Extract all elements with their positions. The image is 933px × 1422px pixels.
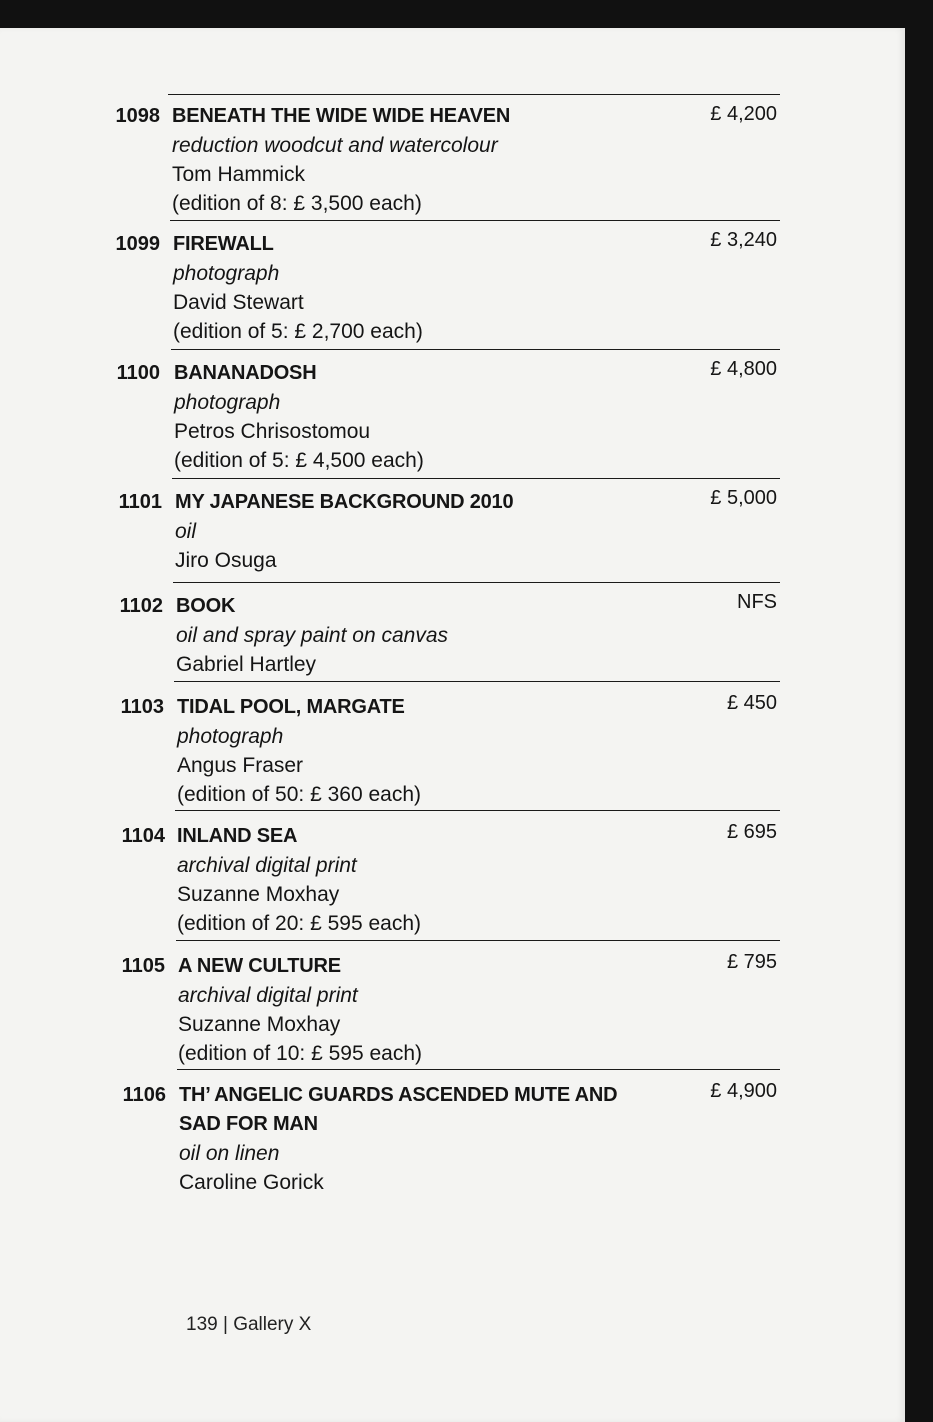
entry-price: £ 4,800: [710, 358, 777, 380]
entry-title: TIDAL POOL, MARGATE: [177, 696, 405, 718]
entry-price: £ 4,900: [710, 1080, 777, 1102]
entry-number: 1100: [116, 362, 160, 384]
entry-divider: [170, 220, 780, 221]
entry-artist: Petros Chrisostomou: [174, 420, 371, 443]
entry-price: £ 795: [726, 951, 777, 973]
page-footer: 139 | Gallery X: [186, 1314, 312, 1335]
entry-number: 1102: [119, 595, 163, 617]
entry-price: NFS: [737, 591, 777, 613]
entry-artist: Angus Fraser: [177, 754, 304, 777]
entry-title: BOOK: [176, 595, 236, 617]
entry-divider: [172, 478, 780, 479]
entry-number: 1098: [115, 105, 160, 127]
entry-price: £ 450: [726, 692, 777, 714]
entry-number: 1099: [115, 233, 160, 255]
entry-medium: archival digital print: [178, 984, 358, 1007]
entry-edition: (edition of 5: £ 4,500 each): [174, 449, 424, 472]
entry-details: [174, 359, 694, 475]
entry-details: [178, 952, 698, 1068]
entry-title: MY JAPANESE BACKGROUND 2010: [175, 491, 514, 513]
entry-divider: [177, 1069, 780, 1070]
entry-title: BENEATH THE WIDE WIDE HEAVEN: [172, 105, 511, 127]
entry-price: £ 4,200: [710, 103, 777, 125]
entry-medium: archival digital print: [177, 854, 357, 877]
entry-medium: photograph: [177, 725, 284, 748]
entry-price: £ 695: [726, 821, 777, 843]
entry-artist: Caroline Gorick: [179, 1171, 324, 1194]
entry-details: [177, 693, 697, 809]
entry-artist: Suzanne Moxhay: [177, 883, 340, 906]
entry-divider: [175, 810, 780, 811]
entry-medium: reduction woodcut and watercolour: [172, 134, 498, 157]
entry-price: £ 5,000: [710, 487, 777, 509]
entry-details: [177, 822, 697, 938]
entry-artist: Suzanne Moxhay: [178, 1013, 341, 1036]
entry-medium: photograph: [174, 391, 281, 414]
entry-artist: David Stewart: [173, 291, 304, 314]
entry-number: 1106: [122, 1084, 166, 1106]
entry-title: A NEW CULTURE: [178, 955, 341, 977]
entry-medium: oil and spray paint on canvas: [176, 624, 449, 647]
entry-details: [176, 592, 696, 679]
entry-number: 1104: [121, 825, 165, 847]
catalogue-page: [0, 28, 905, 1422]
entry-edition: (edition of 5: £ 2,700 each): [173, 320, 423, 343]
entry-divider: [176, 940, 780, 941]
entry-details: [175, 488, 695, 575]
entry-number: 1105: [121, 955, 165, 977]
entry-edition: (edition of 8: £ 3,500 each): [172, 192, 422, 215]
entry-edition: (edition of 10: £ 595 each): [178, 1042, 423, 1065]
entry-medium: oil on linen: [179, 1142, 280, 1165]
entry-artist: Jiro Osuga: [175, 549, 277, 572]
entry-divider: [171, 349, 780, 350]
entry-medium: oil: [175, 520, 197, 543]
entry-price: £ 3,240: [710, 229, 777, 251]
entry-details: [179, 1081, 629, 1197]
entry-title: TH’ ANGELIC GUARDS ASCENDED MUTE AND SAD FOR MAN: [179, 1084, 618, 1135]
entry-edition: (edition of 20: £ 595 each): [177, 912, 422, 935]
entry-title: BANANADOSH: [174, 362, 317, 384]
entry-artist: Gabriel Hartley: [176, 653, 317, 676]
entry-title: INLAND SEA: [177, 825, 298, 847]
entry-artist: Tom Hammick: [172, 163, 306, 186]
entry-divider: [174, 681, 780, 682]
entry-details: [172, 102, 692, 218]
entry-title: FIREWALL: [173, 233, 274, 255]
entry-details: [173, 230, 693, 346]
entry-divider: [168, 94, 780, 95]
entry-edition: (edition of 50: £ 360 each): [177, 783, 422, 806]
entry-number: 1103: [120, 696, 164, 718]
entry-divider: [173, 582, 780, 583]
entry-medium: photograph: [173, 262, 280, 285]
entry-number: 1101: [118, 491, 162, 513]
